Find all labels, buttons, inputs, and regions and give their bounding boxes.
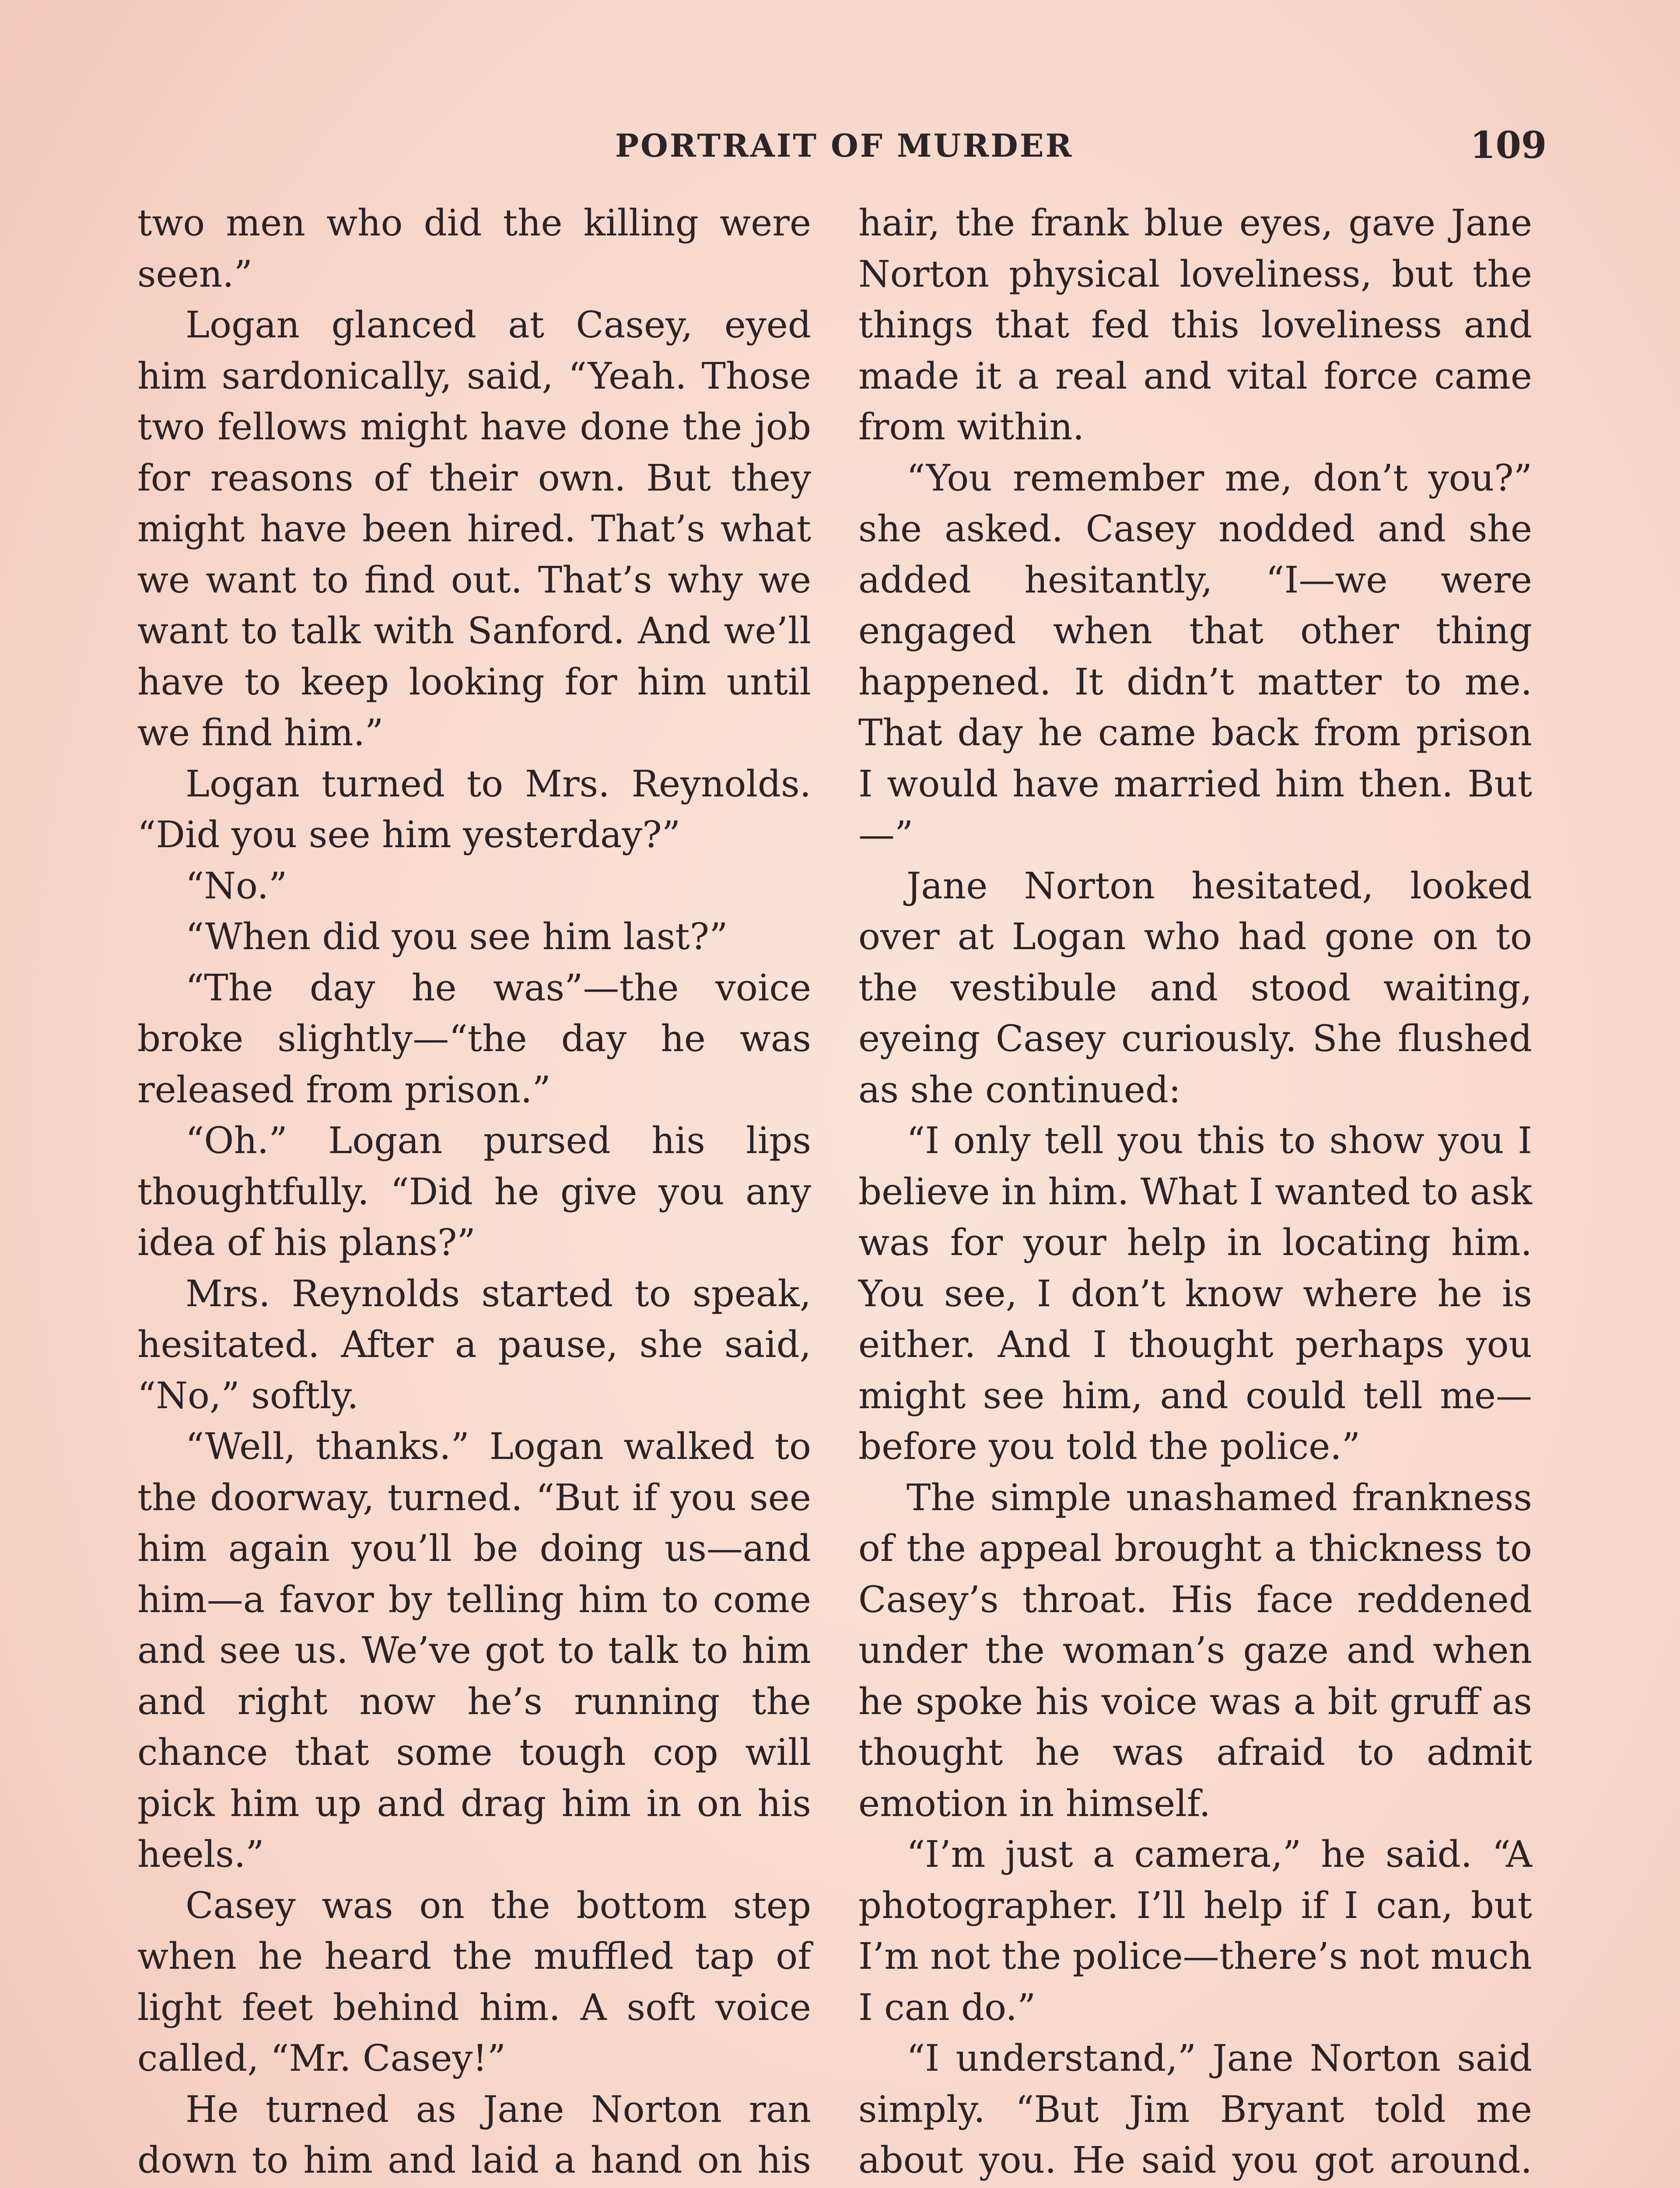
paragraph: Logan turned to Mrs. Reynolds. “Did you see him yesterday?”: [137, 762, 811, 856]
paragraph: “I’m just a camera,” he said. “A photographer. I’ll help if I can, but I’m not the police—there’s not much I can do.”: [858, 1833, 1532, 2029]
paragraph: Jane Norton hesitated, looked over at Logan who had gone on to the vestibule and stood waiting, eyeing Casey curiously. She flushed as she continued:: [858, 864, 1532, 1111]
paragraph: The simple unashamed frankness of the appeal brought a thickness to Casey’s throat. His face reddened under the woman’s gaze and when he spoke his voice was a bit gruff as thought he was afraid to admit emotion in himself.: [858, 1476, 1532, 1825]
paragraph: “No.”: [186, 864, 287, 907]
paragraph: “Well, thanks.” Logan walked to the doorway, turned. “But if you see him again you’ll be doing us—and him—a favor by telling him to come and see us. We’ve got to talk to him and right now he’s running the chance that some tough cop will pick him up and drag him in on his heels.”: [137, 1425, 811, 1876]
running-title: PORTRAIT OF MURDER: [615, 127, 1074, 164]
paragraph: two men who did the killing were seen.”: [137, 202, 811, 295]
paragraph: Logan glanced at Casey, eyed him sardonically, said, “Yeah. Those two fellows might have done the job for reasons of their own. But they might have been hired. That’s what we want to find out. That’s why we want to talk with Sanford. And we’ll have to keep looking for him until we find him.”: [137, 304, 811, 754]
paragraph: “I understand,” Jane Norton said simply. “But Jim Bryant told me about you. He said you got around.: [858, 2037, 1532, 2181]
paragraph: “You remember me, don’t you?” she asked. Casey nodded and she added hesitantly, “I—we were engaged when that other thing happened. It didn’t matter to me. That day he came back from prison I would have married him then. But—”: [858, 456, 1532, 856]
paragraph: Mrs. Reynolds started to speak, hesitated. After a pause, she said, “No,” softly.: [137, 1272, 811, 1417]
page-number: 109: [1470, 123, 1547, 167]
paragraph: hair, the frank blue eyes, gave Jane Norton physical loveliness, but the things that fed this loveliness and made it a real and vital force came from within.: [858, 202, 1532, 448]
paragraph: He turned as Jane Norton ran down to him and laid a hand on his: [137, 2088, 811, 2181]
paragraph: “I only tell you this to show you I believe in him. What I wanted to ask was for your help in locating him. You see, I don’t know where he is either. And I thought perhaps you might see him, and could tell me—before you told the police.”: [858, 1119, 1532, 1468]
left-column: [137, 198, 811, 2188]
paragraph: “Oh.” Logan pursed his lips thoughtfully. “Did he give you any idea of his plans?”: [137, 1119, 811, 1264]
paragraph: “When did you see him last?”: [186, 915, 728, 958]
paragraph: “The day he was”—the voice broke slightly—“the day he was released from prison.”: [137, 966, 811, 1111]
paragraph: Casey was on the bottom step when he heard the muffled tap of light feet behind him. A soft voice called, “Mr. Casey!”: [137, 1884, 811, 2079]
right-column: [858, 198, 1532, 2188]
